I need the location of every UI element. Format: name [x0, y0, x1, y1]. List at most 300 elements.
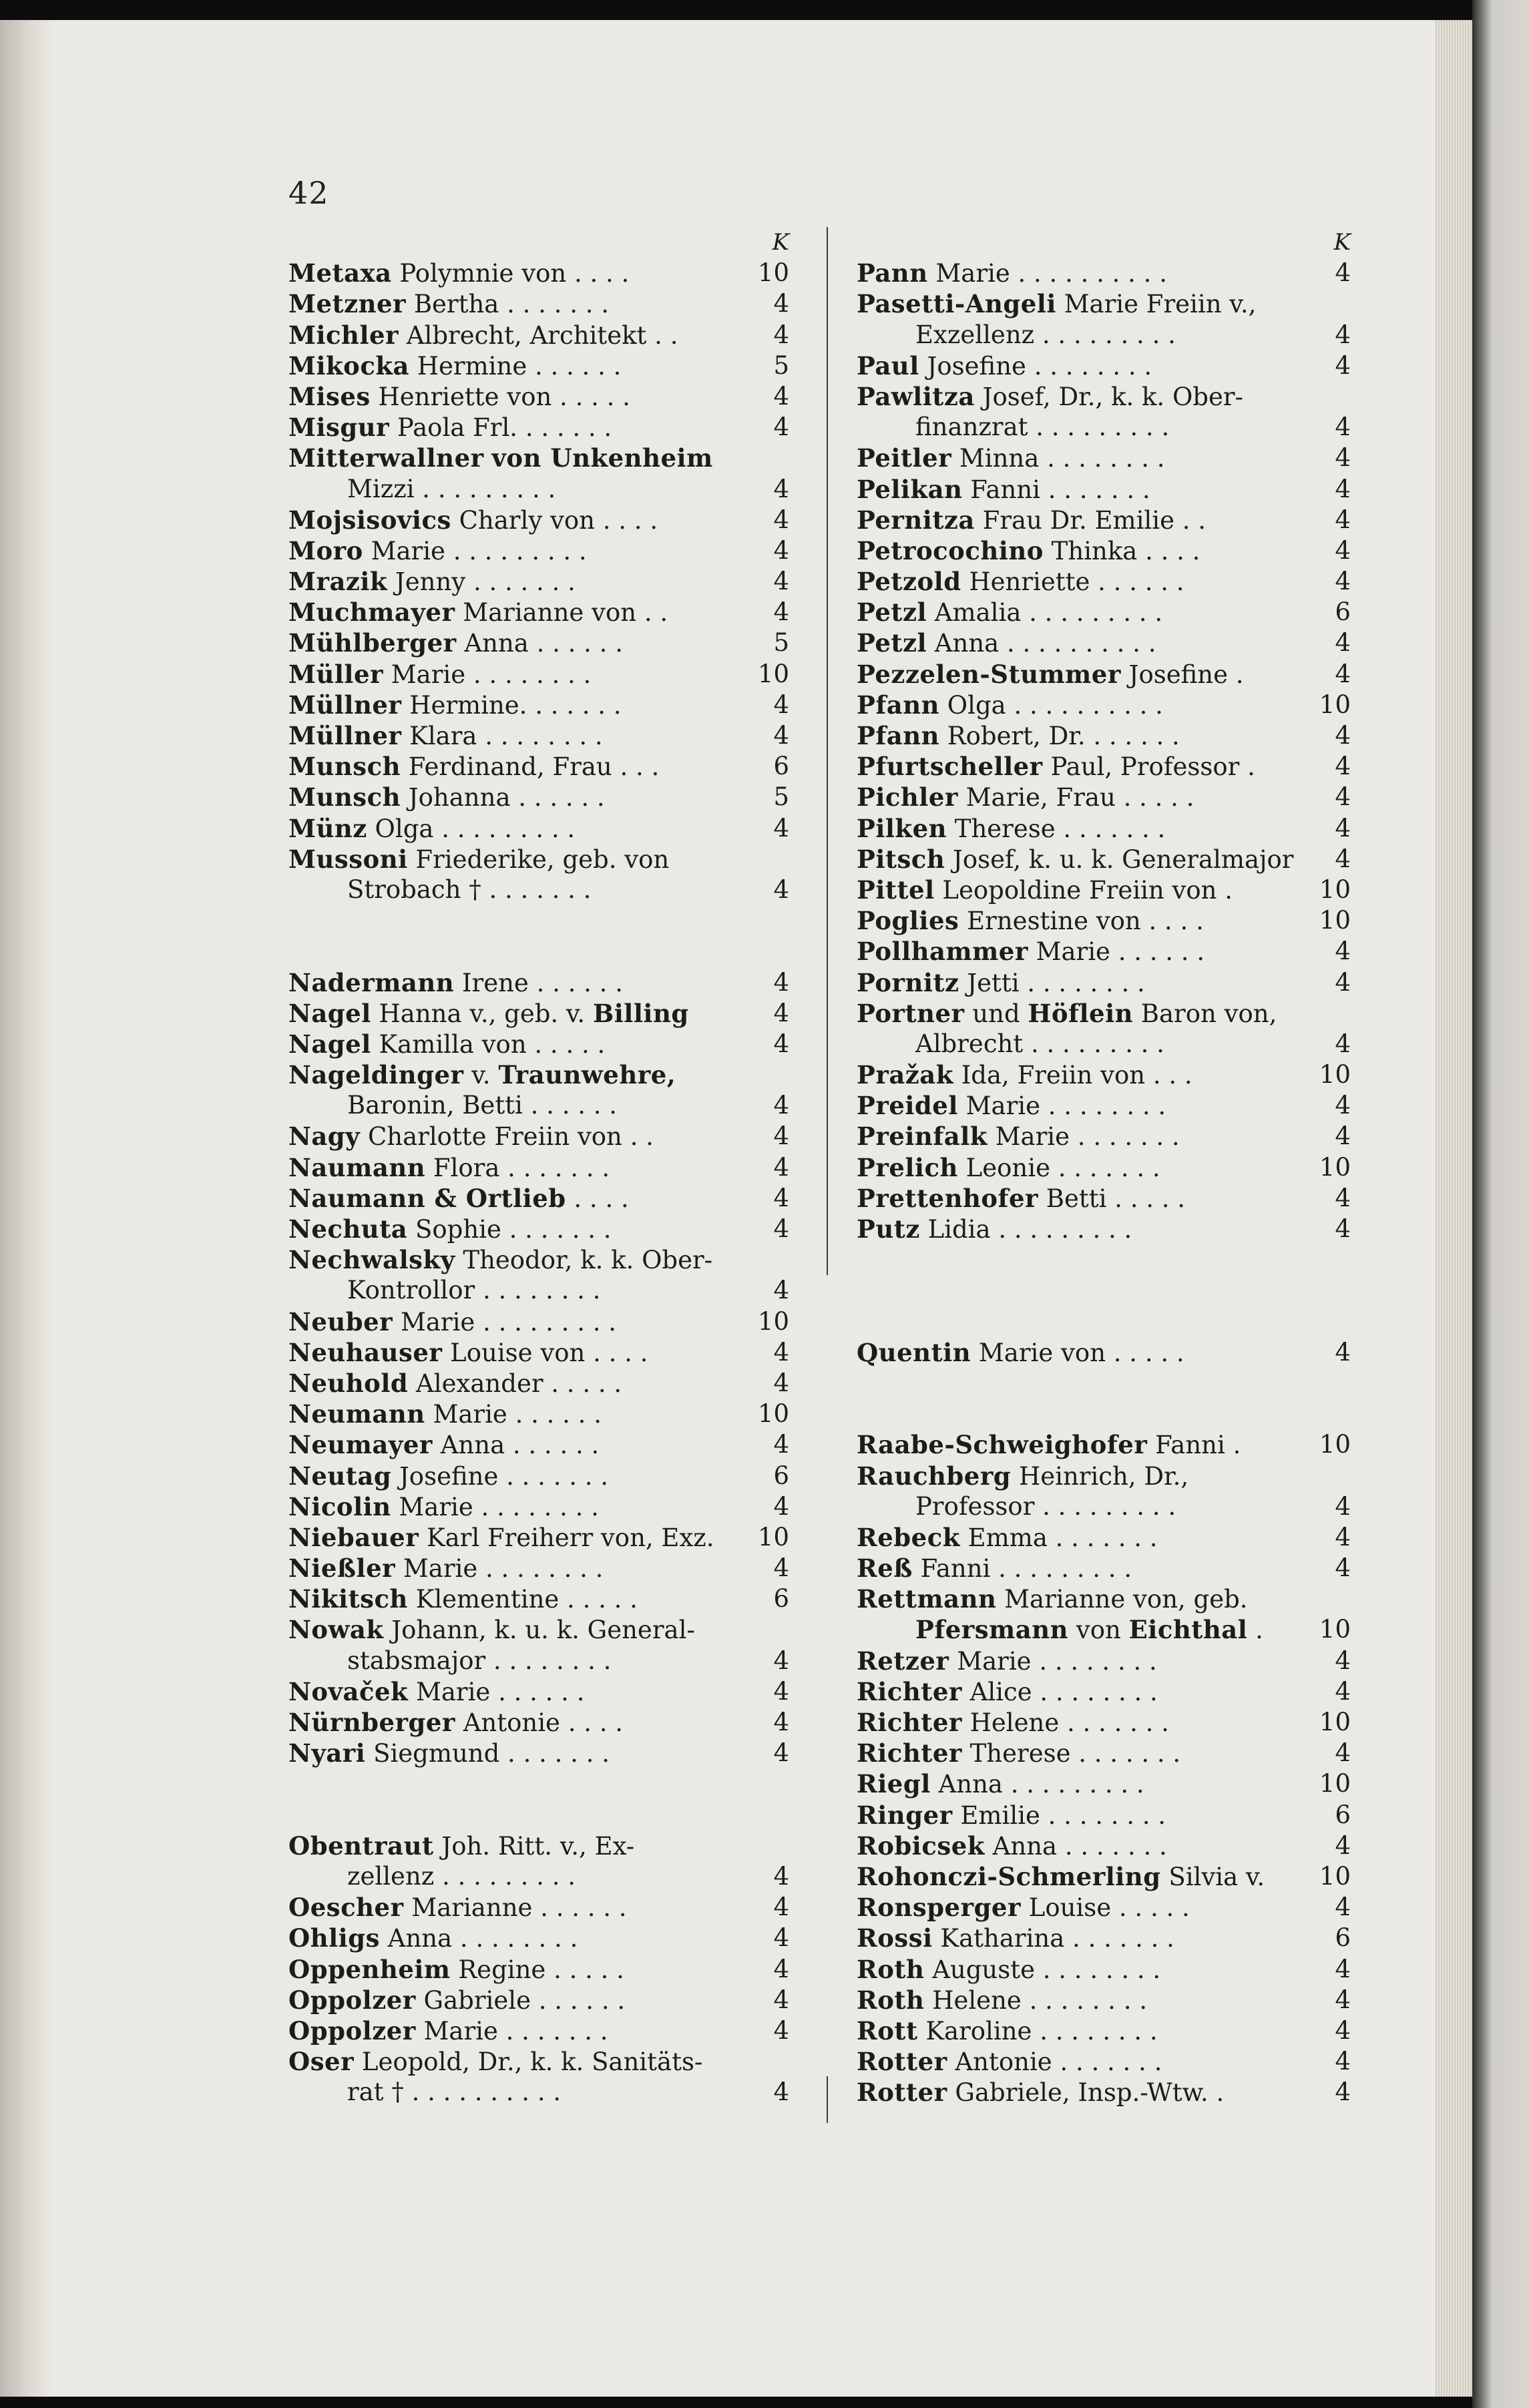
entry-text [857, 2077, 1224, 2108]
entry-details: Anna . . . . . . . . [387, 1924, 578, 1953]
entry-text [857, 474, 1150, 505]
section-gap [288, 1800, 789, 1831]
entry-amount: 4 [773, 474, 789, 503]
entry-details: Frau Dr. Emilie . . [982, 505, 1207, 535]
entry-continuation [857, 1029, 1351, 1059]
entry-details: Henriette . . . . . . [969, 567, 1184, 597]
entry-surname: Nageldinger [288, 1060, 464, 1090]
directory-entry [857, 2077, 1351, 2108]
section-gap [288, 1768, 789, 1799]
entry-details: Sophie . . . . . . . [415, 1215, 612, 1244]
entry-amount: 4 [1335, 752, 1351, 781]
entry-surname: Retzer [857, 1646, 949, 1676]
entry-surname: Rauchberg [857, 1461, 1012, 1491]
entry-details: Marie . . . . . . . [423, 2016, 608, 2045]
entry-text [288, 1954, 624, 1985]
directory-entry [857, 381, 1351, 412]
entry-details: Kamilla von . . . . . [379, 1029, 606, 1059]
entry-details: Anna . . . . . . [440, 1431, 600, 1460]
entry-details: Marie . . . . . . [415, 1677, 585, 1706]
entry-amount: 4 [1335, 474, 1351, 503]
entry-details: Josefine . . . . . . . [399, 1461, 609, 1491]
entry-surname: Nicolin [288, 1491, 391, 1521]
section-gap [857, 1244, 1351, 1275]
entry-text [288, 1553, 603, 1584]
directory-entry [288, 844, 789, 875]
column-divider-lower [827, 2076, 828, 2123]
entry-text [857, 1553, 1132, 1584]
entry-amount: 4 [773, 1091, 789, 1120]
section-gap [857, 1306, 1351, 1337]
entry-details: Ernestine von . . . . [967, 907, 1204, 936]
entry-surname: Mussoni [288, 844, 408, 874]
directory-entry [857, 1954, 1351, 1985]
directory-entry [857, 1646, 1351, 1676]
entry-amount: 4 [773, 1954, 789, 1983]
entry-details: Katharina . . . . . . . [940, 1924, 1174, 1953]
entry-details: und [972, 999, 1020, 1028]
entry-amount: 5 [773, 628, 789, 658]
directory-entry [857, 505, 1351, 535]
entry-details: Exzellenz . . . . . . . . . [915, 320, 1176, 349]
entry-amount: 4 [1335, 2015, 1351, 2045]
entry-details: Johanna . . . . . . [408, 783, 605, 812]
entry-amount: 4 [1335, 813, 1351, 842]
entry-details: Marie . . . . . . . . [965, 1092, 1166, 1121]
entry-amount: 4 [1335, 567, 1351, 596]
entry-surname: Roth [857, 1954, 925, 1984]
entry-amount: 4 [773, 289, 789, 318]
entry-surname: Rott [857, 2015, 918, 2045]
directory-entry [288, 2046, 789, 2077]
entry-text [288, 1491, 599, 1523]
entry-surname: Petzold [857, 567, 961, 597]
directory-entry [288, 1059, 789, 1090]
directory-entry [288, 1676, 789, 1707]
directory-entry [857, 1707, 1351, 1738]
section-gap [288, 936, 789, 967]
entry-details: Josefine . . . . . . . . [927, 351, 1152, 381]
directory-entry [857, 1429, 1351, 1460]
directory-entry [288, 813, 789, 844]
directory-entry [288, 320, 789, 350]
directory-entry [288, 998, 789, 1029]
directory-entry [288, 782, 789, 812]
entry-surname: Nürnberger [288, 1708, 455, 1737]
entry-amount: 4 [1335, 1522, 1351, 1551]
directory-entry [288, 412, 789, 443]
entry-details: Fanni . . . . . . . [970, 475, 1150, 504]
entry-details: Irene . . . . . . [461, 968, 623, 997]
entry-text [288, 1985, 625, 2016]
entry-text [857, 1337, 1184, 1369]
entry-continuation [857, 1614, 1351, 1645]
entry-amount: 4 [773, 690, 789, 719]
entry-details: von [1076, 1616, 1121, 1645]
entry-amount: 4 [1335, 320, 1351, 349]
entry-amount: 6 [773, 1461, 789, 1490]
directory-entry [288, 720, 789, 751]
entry-surname: Riegl [857, 1769, 931, 1799]
entry-text [857, 2046, 1162, 2078]
directory-entry [857, 720, 1351, 751]
entry-text [288, 1399, 602, 1430]
left-column [288, 227, 789, 2108]
entry-details: Paola Frl. . . . . . . [397, 413, 612, 443]
directory-entry [288, 1399, 789, 1429]
entry-amount: 4 [773, 1738, 789, 1768]
entry-details: Olga . . . . . . . . . . [947, 690, 1163, 720]
entry-amount: 4 [773, 1893, 789, 1922]
entry-amount: 10 [757, 1306, 789, 1336]
entry-surname: Petzl [857, 628, 927, 658]
entry-details: Johann, k. u. k. General- [391, 1616, 695, 1645]
entry-amount: 6 [773, 1584, 789, 1614]
entry-details: Marie . . . . . . . . [957, 1646, 1157, 1676]
entry-text [857, 1738, 1180, 1769]
entry-text [857, 936, 1205, 967]
entry-details: Therese . . . . . . . [954, 814, 1166, 843]
entry-details: Ferdinand, Frau . . . [408, 752, 660, 782]
entry-surname: Preinfalk [857, 1122, 988, 1152]
entry-text [857, 1214, 1132, 1245]
entry-text [857, 1831, 1167, 1862]
entry-details: Josef, k. u. k. Generalmajor [953, 845, 1294, 874]
entry-text [347, 1646, 611, 1676]
entry-surname: Oppenheim [288, 1954, 451, 1984]
entry-text [857, 1183, 1185, 1214]
entry-amount: 4 [773, 535, 789, 565]
entry-details: Friederike, geb. von [415, 845, 670, 874]
entry-bold-suffix: Eichthal [1128, 1615, 1248, 1645]
entry-text [288, 1522, 714, 1553]
entry-surname: Roth [857, 1985, 925, 2015]
directory-entry [857, 2015, 1351, 2046]
entry-surname: Nechwalsky [288, 1245, 455, 1275]
entry-details: Marie . . . . . . . . . [371, 536, 587, 565]
entry-surname: Naumann [288, 1152, 426, 1182]
entry-text [288, 597, 668, 628]
entry-details: Marie, Frau . . . . . [965, 783, 1194, 812]
directory-entry [857, 1090, 1351, 1121]
entry-surname: Müllner [288, 721, 402, 750]
entry-surname: Peitler [857, 443, 952, 473]
entry-surname: Raabe-Schweighofer [857, 1430, 1148, 1460]
entry-text [288, 813, 575, 845]
entry-text [857, 1429, 1241, 1461]
directory-entry [857, 751, 1351, 782]
entry-surname: Müllner [288, 690, 402, 720]
entry-surname: Oppolzer [288, 2015, 416, 2045]
entry-amount: 6 [1335, 1923, 1351, 1953]
right-column [857, 227, 1351, 2108]
entry-details: Charlotte Freiin von . . [367, 1122, 654, 1152]
entry-text [857, 1121, 1180, 1152]
entry-details: Marie . . . . . . . . [399, 1492, 599, 1521]
entry-details: Anna . . . . . . . [992, 1831, 1167, 1861]
entry-surname: Münz [288, 813, 367, 843]
entry-amount: 4 [1335, 1214, 1351, 1243]
entry-amount: 4 [1335, 1831, 1351, 1860]
entry-details: Jetti . . . . . . . . [967, 968, 1145, 997]
entry-details: Professor . . . . . . . . . [915, 1491, 1176, 1521]
entry-details: Auguste . . . . . . . . [932, 1955, 1161, 1984]
entry-details: Louise von . . . . [450, 1338, 648, 1367]
entry-surname: Misgur [288, 413, 390, 443]
entry-amount: 10 [1319, 690, 1351, 719]
entry-surname: Mojsisovics [288, 505, 451, 535]
entry-text [857, 597, 1162, 628]
entry-details: Anna . . . . . . . . . . [934, 629, 1156, 658]
entry-continuation [288, 875, 789, 905]
entry-text [857, 505, 1206, 536]
directory-entry [857, 1831, 1351, 1861]
entry-amount: 4 [1335, 659, 1351, 688]
entry-details: Klara . . . . . . . . [409, 722, 603, 750]
entry-amount: 4 [1335, 721, 1351, 750]
entry-amount: 4 [773, 967, 789, 997]
entry-amount: 4 [1335, 1893, 1351, 1922]
entry-text [857, 1954, 1160, 1985]
directory-entry [288, 1522, 789, 1553]
entry-surname: Portner [857, 998, 965, 1028]
directory-entry [288, 1183, 789, 1214]
entry-amount: 6 [1335, 1800, 1351, 1829]
entry-amount: 4 [773, 1183, 789, 1212]
entry-text [857, 443, 1165, 474]
entry-amount: 4 [773, 2015, 789, 2045]
entry-text [288, 1892, 627, 1923]
entry-text [288, 751, 659, 782]
entry-amount: 4 [773, 1337, 789, 1367]
currency-label: K [772, 229, 789, 256]
entry-details: Fanni . . . . . . . . . [920, 1554, 1132, 1584]
entry-details: Karl Freiherr von, Exz. [426, 1523, 714, 1552]
entry-continuation [288, 1275, 789, 1306]
entry-surname: Pernitza [857, 505, 975, 535]
entry-text [288, 659, 591, 690]
directory-entry [288, 1954, 789, 1985]
entry-surname: Muchmayer [288, 597, 455, 628]
entry-amount: 4 [1335, 967, 1351, 997]
entry-details: stabsmajor . . . . . . . . [347, 1646, 612, 1675]
entry-amount: 4 [773, 1708, 789, 1736]
entry-amount: 10 [757, 258, 789, 288]
entry-surname: Nyari [288, 1738, 366, 1768]
entry-text [288, 1183, 629, 1214]
directory-entry [288, 1491, 789, 1522]
entry-details: Polymnie von . . . . [399, 259, 630, 288]
directory-entry [288, 1923, 789, 1953]
directory-entry [288, 1368, 789, 1399]
entry-surname: Naumann & Ortlieb [288, 1183, 566, 1213]
entry-surname: Rebeck [857, 1522, 960, 1552]
entry-surname: Preidel [857, 1091, 958, 1121]
entry-text [288, 1676, 584, 1708]
directory-entry [857, 998, 1351, 1029]
entry-details: Josef, Dr., k. k. Ober- [982, 382, 1244, 411]
entry-details: v. [471, 1061, 491, 1090]
entry-text [915, 1029, 1164, 1059]
entry-details: Josefine . [1128, 660, 1244, 689]
entry-amount: 4 [1335, 1183, 1351, 1212]
directory-entry [288, 2015, 789, 2046]
directory-entry [857, 597, 1351, 628]
entry-amount: 4 [1335, 443, 1351, 473]
entry-details: Olga . . . . . . . . . [375, 814, 576, 843]
entry-amount: 6 [773, 752, 789, 781]
entry-text [347, 2077, 561, 2108]
entry-amount: 4 [1335, 1122, 1351, 1151]
entry-surname: Munsch [288, 782, 401, 812]
entry-details: Helene . . . . . . . . [932, 1985, 1147, 2015]
entry-text [288, 1368, 622, 1399]
entry-amount: 4 [1335, 1985, 1351, 2014]
entry-continuation [857, 1491, 1351, 1522]
entry-text [347, 1275, 600, 1306]
entry-text [288, 1244, 712, 1276]
entry-details: Heinrich, Dr., [1018, 1461, 1189, 1491]
entry-text [288, 258, 629, 289]
entry-amount: 4 [1335, 413, 1351, 442]
entry-text [288, 1923, 578, 1954]
entry-amount: 4 [1335, 782, 1351, 812]
entry-details: Hermine . . . . . . [417, 351, 622, 381]
entry-text [857, 628, 1156, 659]
section-gap [288, 905, 789, 936]
entry-surname: Nagel [288, 1029, 371, 1059]
entry-details: Amalia . . . . . . . . . [934, 598, 1163, 628]
directory-entry [857, 1183, 1351, 1214]
directory-entry [288, 1985, 789, 2015]
entry-text [288, 1337, 648, 1369]
directory-entry [288, 258, 789, 288]
entry-details: Marie . . . . . . . [995, 1122, 1180, 1152]
entry-details: Marie . . . . . . [433, 1400, 602, 1429]
entry-details: Mizzi . . . . . . . . . [347, 474, 556, 503]
binding-gutter [0, 20, 53, 2397]
entry-continuation [288, 1646, 789, 1676]
entry-details: Louise . . . . . [1028, 1893, 1190, 1923]
entry-surname: Nechuta [288, 1214, 408, 1244]
directory-entry [857, 628, 1351, 658]
entry-surname: Putz [857, 1214, 920, 1244]
entry-amount: 4 [1335, 628, 1351, 658]
entry-text [288, 566, 576, 597]
entry-bold-suffix: Höflein [1028, 998, 1134, 1028]
entry-text [288, 505, 658, 536]
directory-entry [857, 1584, 1351, 1614]
entry-text [857, 288, 1256, 320]
currency-header [288, 227, 789, 258]
entry-details: Baronin, Betti . . . . . . [347, 1091, 618, 1120]
entry-details: Flora . . . . . . . [433, 1153, 610, 1182]
entry-amount: 4 [1335, 258, 1351, 288]
entry-amount: 4 [773, 1430, 789, 1459]
entry-details: Thinka . . . . [1051, 536, 1200, 565]
entry-text [288, 1152, 610, 1184]
entry-amount: 4 [773, 1491, 789, 1521]
directory-entry [288, 751, 789, 782]
entry-details: Kontrollor . . . . . . . . [347, 1276, 601, 1305]
entry-surname: Rossi [857, 1923, 933, 1953]
entry-continuation [857, 412, 1351, 443]
entry-details: Bertha . . . . . . . [413, 290, 610, 319]
entry-amount: 4 [1335, 1646, 1351, 1675]
directory-entry [857, 1461, 1351, 1491]
entry-text [347, 1090, 617, 1121]
entry-bold-suffix: Billing [592, 998, 689, 1028]
entry-text [288, 1707, 623, 1738]
directory-entry [857, 1553, 1351, 1584]
entry-amount: 4 [773, 505, 789, 534]
entry-text [288, 350, 621, 382]
entry-amount: 10 [1319, 1861, 1351, 1891]
entry-amount: 4 [1335, 1676, 1351, 1706]
entry-surname: Neuhauser [288, 1337, 443, 1367]
entry-amount: 10 [1319, 1708, 1351, 1736]
entry-surname: Metaxa [288, 258, 392, 288]
entry-text [857, 381, 1243, 413]
directory-entry [857, 782, 1351, 812]
entry-amount: 4 [1335, 1954, 1351, 1983]
entry-surname: Nagel [288, 998, 371, 1028]
entry-text [857, 1461, 1188, 1492]
entry-text [288, 1121, 654, 1152]
entry-continuation [288, 1090, 789, 1121]
directory-entry [857, 1059, 1351, 1090]
directory-entry [857, 1121, 1351, 1152]
entry-amount: 4 [1335, 2078, 1351, 2107]
entry-surname: Pichler [857, 782, 958, 812]
directory-entry [857, 967, 1351, 998]
entry-surname: Pitsch [857, 844, 945, 874]
entry-text [288, 998, 689, 1029]
entry-surname: Rotter [857, 2047, 947, 2077]
entry-amount: 5 [773, 350, 789, 380]
entry-text [857, 720, 1180, 752]
directory-entry [288, 1553, 789, 1584]
directory-entry [288, 1429, 789, 1460]
entry-text [288, 2046, 702, 2078]
entry-text [857, 1646, 1157, 1677]
directory-entry [288, 1892, 789, 1923]
entry-surname: Quentin [857, 1337, 971, 1367]
entry-amount: 4 [773, 1923, 789, 1953]
entry-amount: 4 [773, 597, 789, 627]
entry-details: Antonie . . . . [463, 1708, 624, 1737]
entry-text [288, 628, 623, 659]
directory-entry [288, 1614, 789, 1645]
entry-amount: 4 [773, 1646, 789, 1675]
directory-entry [288, 967, 789, 998]
entry-surname: Nikitsch [288, 1584, 408, 1614]
entry-details: Marie von . . . . . [978, 1338, 1184, 1367]
entry-details: Hermine. . . . . . . [409, 690, 622, 720]
entry-continuation [288, 1861, 789, 1892]
entry-amount: 5 [773, 782, 789, 812]
entry-text [857, 258, 1167, 289]
entry-surname: Petrocochino [857, 535, 1044, 565]
entry-text [857, 813, 1165, 845]
directory-entry [857, 443, 1351, 473]
entry-surname: Oser [288, 2047, 355, 2077]
entry-details: Alice . . . . . . . . [969, 1677, 1158, 1706]
entry-surname: Neuhold [288, 1368, 409, 1398]
currency-label: K [1333, 229, 1351, 256]
directory-entry [288, 1306, 789, 1337]
entry-details: Ida, Freiin von . . . [961, 1061, 1192, 1090]
